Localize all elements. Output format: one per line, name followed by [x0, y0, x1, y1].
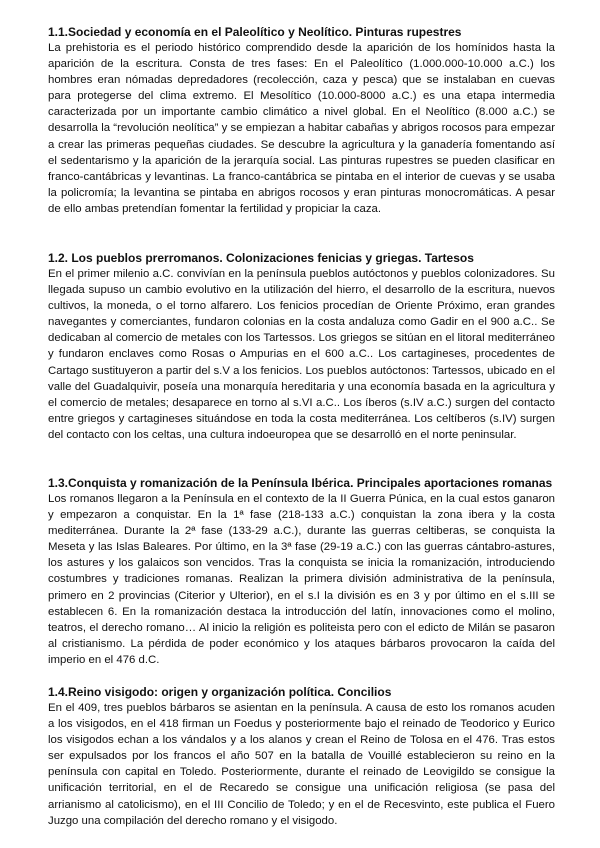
section-title: 1.1.Sociedad y economía en el Paleolítico y Neolítico. Pinturas rupestres	[48, 25, 462, 39]
section-title: 1.2. Los pueblos prerromanos. Colonizaciones fenicias y griegas. Tartesos	[48, 251, 474, 265]
section-paleolitico-neolitico	[48, 24, 555, 217]
section-conquista-romanizacion	[48, 475, 555, 668]
section-body: En el 409, tres pueblos bárbaros se asientan en la península. A causa de esto los romanos acuden a los visigodos, en el 418 firman un Foedus y posteriormente bajo el reinado de Teodorico y Eurico los visigodos echan a los vándalos y a los alanos y crean el Reino de Tolosa en el 476. Tras estos ser expulsados por los francos el año 507 en la batalla de Vouillé establecieron su reino en la península con capital en Toledo. Posteriormente, durante el reinado de Leovigildo se consigue la unificación territorial, en el de Recaredo se consigue una unificación religiosa (se pasa del arrianismo al catolicismo), en el III Concilio de Toledo; y en el de Recesvinto, este publica el Fuero Juzgo una compilación del derecho romano y el visigodo.	[48, 702, 555, 827]
section-body: En el primer milenio a.C. convivían en la península pueblos autóctonos y pueblos colonizadores. Su llegada supuso un cambio evolutivo en la utilización del hierro, el desarrollo de la escritura, nuevos cultivos, la moneda, o el torno alfarero. Los fenicios procedían de Oriente Próximo, eran grandes navegantes y comerciantes, fundaron colonias en la costa andaluza como Gadir en el 900 a.C.. Se dedicaban al comercio de metales con los Tartessos. Los griegos se sitúan en el litoral mediterráneo y fundaron enclaves como Rosas o Ampurias en el 600 a.C.. Los cartagineses, procedentes de Cartago sustituyeron a partir del s.V a los fenicios. Los pueblos autóctonos: Tartessos, ubicado en el valle del Guadalquivir, poseía una monarquía hereditaria y una economía basada en la agricultura y el comercio de metales; desaparece en torno al s.VI a.C.. Los íberos (s.IV a.C.) surgen del contacto entre griegos y cartagineses situándose en toda la costa mediterránea. Los celtíberos (s.IV) surgen del contacto con los celtas, una cultura indoeuropea que se desarrolló en el norte peninsular.	[48, 268, 555, 441]
section-title: 1.3.Conquista y romanización de la Península Ibérica. Principales aportaciones romanas	[48, 476, 553, 490]
section-pueblos-prerromanos	[48, 250, 555, 443]
section-title: 1.4.Reino visigodo: origen y organización política. Concilios	[48, 685, 392, 699]
section-reino-visigodo	[48, 684, 555, 829]
section-body: Los romanos llegaron a la Península en el contexto de la II Guerra Púnica, en la cual estos ganaron y empezaron a conquistar. En la 1ª fase (218-133 a.C.) conquistan la zona ibera y la costa mediterránea. Durante la 2ª fase (133-29 a.C.), durante las guerras celtiberas, se conquista la Meseta y las Islas Baleares. Por último, en la 3ª fase (29-19 a.C.) con las guerras cántabro-astures, los astures y los galaicos son vencidos. Tras la conquista se inicia la romanización, introduciendo costumbres y tradiciones romanas. Realizan la primera división administrativa de la península, primero en 2 provincias (Citerior y Ulterior), en el s.I la división es en 3 y por último en el s.III se establecen 6. En la romanización destaca la introducción del latín, innovaciones como el molino, teatros, el derecho romano… Al inicio la religión es politeista pero con el edicto de Milán se pasaron al cristianismo. La pérdida de poder económico y los ataques bárbaros provocaron la caída del imperio en el 476 d.C.	[48, 493, 555, 666]
section-body: La prehistoria es el periodo histórico comprendido desde la aparición de los homínidos hasta la aparición de la escritura. Consta de tres fases: En el Paleolítico (1.000.000-10.000 a.C.) los hombres eran nómadas depredadores (recolección, caza y pesca) que se instalaban en cuevas para protegerse del clima extremo. El Mesolítico (10.000-8000 a.C.) es una etapa intermedia caracterizada por un importante cambio climático a nivel global. En el Neolítico (8.000 a.C.) se desarrolla la “revolución neolítica” y se empiezan a habitar cabañas y abrigos rocosos para empezar a crear las primeras pequeñas ciudades. Se descubre la agricultura y la ganadería fomentando así el sedentarismo y la aparición de la jerarquía social. Las pinturas rupestres se pueden clasificar en franco-cantábricas y levantinas. La franco-cantábrica se pintaba en el interior de cuevas y se usaba la policromía; la levantina se pintaba en abrigos rocosos y eran pinturas monocromáticas. A pesar de ello ambas pretendían fomentar la fertilidad y propiciar la caza.	[48, 42, 555, 215]
